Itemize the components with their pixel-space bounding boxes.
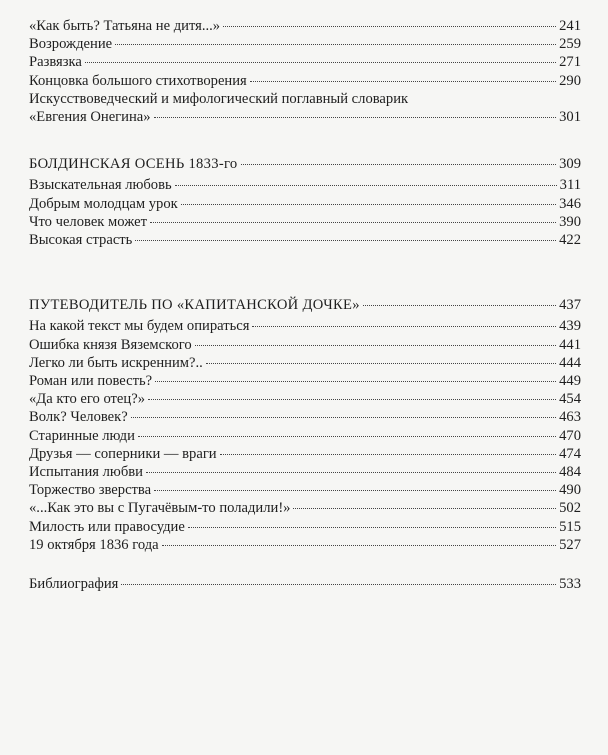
toc-entry[interactable] (29, 354, 581, 372)
toc-entry[interactable] (29, 336, 581, 354)
toc-entry-title: Что человек может (29, 213, 147, 230)
toc-entry[interactable] (29, 17, 581, 35)
dot-leader (135, 240, 556, 241)
toc-entry-page: 527 (559, 536, 581, 553)
toc-entry-bibliography[interactable] (29, 575, 581, 593)
toc-entry[interactable] (29, 499, 581, 517)
dot-leader (115, 44, 556, 45)
toc-entry-title: Роман или повесть? (29, 373, 153, 390)
toc-entry-page: 422 (559, 232, 581, 249)
toc-entry-dictionary-line1[interactable]: Искусствоведческий и мифологический поглавный словарик (29, 90, 409, 107)
toc-entry[interactable] (29, 35, 581, 53)
toc-entry-title: Волк? Человек? (29, 409, 128, 426)
toc-entry-page: 449 (559, 373, 581, 390)
toc-entry[interactable] (29, 536, 581, 554)
dot-leader (150, 222, 556, 223)
dot-leader (148, 399, 556, 400)
toc-entry-page: 346 (559, 195, 581, 212)
toc-entry-title: Милость или правосудие (29, 518, 185, 535)
toc-entry-page: 484 (559, 464, 581, 481)
toc-entry-page: 259 (559, 36, 581, 53)
dot-leader (131, 417, 556, 418)
toc-entry-page: 515 (559, 518, 581, 535)
toc-entry[interactable] (29, 213, 581, 231)
toc-group-guide (29, 317, 581, 554)
toc-entry-page: 463 (559, 409, 581, 426)
toc-entry[interactable] (29, 372, 581, 390)
toc-entry-title: Концовка большого стихотворения (29, 72, 247, 89)
toc-entry[interactable] (29, 176, 581, 194)
toc-entry-title: «Как быть? Татьяна не дитя...» (29, 18, 221, 34)
toc-section-guide[interactable] (29, 296, 581, 314)
toc-entry-title: Друзья — соперники — враги (29, 445, 217, 462)
toc-entry-page: 454 (559, 391, 581, 408)
toc-entry-page: 474 (559, 445, 581, 462)
section-title: БОЛДИНСКАЯ ОСЕНЬ 1833-го (29, 156, 238, 173)
toc-entry-title: «Да кто его отец?» (29, 391, 145, 408)
toc-entry-title: Испытания любви (29, 464, 143, 481)
dot-leader (121, 584, 556, 585)
toc-entry-page: 271 (559, 54, 581, 71)
toc-entry-page: 290 (559, 72, 581, 89)
dot-leader (241, 164, 557, 165)
toc-entry-page: 490 (559, 482, 581, 499)
toc-entry-title: Легко ли быть искренним?.. (29, 354, 203, 371)
toc-entry-title: «Евгения Онегина» (29, 109, 151, 126)
toc-section-boldino[interactable] (29, 155, 581, 173)
toc-entry-title: Развязка (29, 54, 82, 71)
dot-leader (154, 490, 556, 491)
dot-leader (181, 204, 556, 205)
toc-entry[interactable] (29, 445, 581, 463)
toc-entry-dictionary[interactable] (29, 108, 581, 126)
toc-entry-title: Библиография (29, 576, 119, 593)
toc-entry-page: 470 (559, 427, 581, 444)
section-page: 437 (559, 297, 581, 314)
toc-entry-page: 301 (559, 109, 581, 126)
toc-entry-title: Взыскательная любовь (29, 177, 172, 194)
dot-leader (252, 326, 556, 327)
table-of-contents (29, 17, 581, 593)
toc-entry[interactable] (29, 195, 581, 213)
dot-leader (85, 62, 556, 63)
toc-entry[interactable] (29, 317, 581, 335)
dot-leader (146, 472, 556, 473)
toc-entry-title: 19 октября 1836 года (29, 536, 159, 553)
dot-leader (162, 545, 556, 546)
dot-leader (293, 508, 556, 509)
dot-leader (138, 436, 556, 437)
toc-entry[interactable] (29, 518, 581, 536)
dot-leader (220, 454, 556, 455)
toc-entry-title: Торжество зверства (29, 482, 152, 499)
toc-entry-page: 441 (559, 336, 581, 353)
dot-leader (155, 381, 556, 382)
dot-leader (206, 363, 556, 364)
toc-entry-page: 439 (559, 318, 581, 335)
toc-entry-title: На какой текст мы будем опираться (29, 318, 250, 335)
toc-entry[interactable] (29, 231, 581, 249)
toc-entry-page: 241 (559, 18, 581, 34)
toc-group-onegin (29, 17, 581, 126)
toc-entry-page: 390 (559, 213, 581, 230)
toc-entry-title: Добрым молодцам урок (29, 195, 178, 212)
toc-entry-page: 502 (559, 500, 581, 517)
dot-leader (195, 345, 556, 346)
toc-group-boldino (29, 176, 581, 249)
toc-entry[interactable] (29, 408, 581, 426)
toc-entry[interactable] (29, 481, 581, 499)
toc-entry[interactable] (29, 53, 581, 71)
dot-leader (250, 81, 556, 82)
toc-entry-title: Старинные люди (29, 427, 135, 444)
dot-leader (175, 185, 557, 186)
toc-entry-title: Высокая страсть (29, 232, 133, 249)
section-title: ПУТЕВОДИТЕЛЬ ПО «КАПИТАНСКОЙ ДОЧКЕ» (29, 297, 360, 314)
toc-entry[interactable] (29, 72, 581, 90)
dot-leader (188, 527, 556, 528)
toc-entry-page: 444 (559, 354, 581, 371)
section-page: 309 (559, 156, 581, 173)
dot-leader (223, 26, 556, 27)
dot-leader (363, 305, 556, 306)
toc-entry-page: 311 (559, 177, 581, 194)
toc-entry-title: Возрождение (29, 36, 113, 53)
toc-entry-title: «...Как это вы с Пугачёвым-то поладили!» (29, 500, 291, 517)
toc-entry[interactable] (29, 463, 581, 481)
toc-entry[interactable] (29, 427, 581, 445)
toc-entry-title: Ошибка князя Вяземского (29, 336, 192, 353)
toc-entry[interactable] (29, 390, 581, 408)
toc-entry-page: 533 (559, 576, 581, 593)
dot-leader (154, 117, 557, 118)
